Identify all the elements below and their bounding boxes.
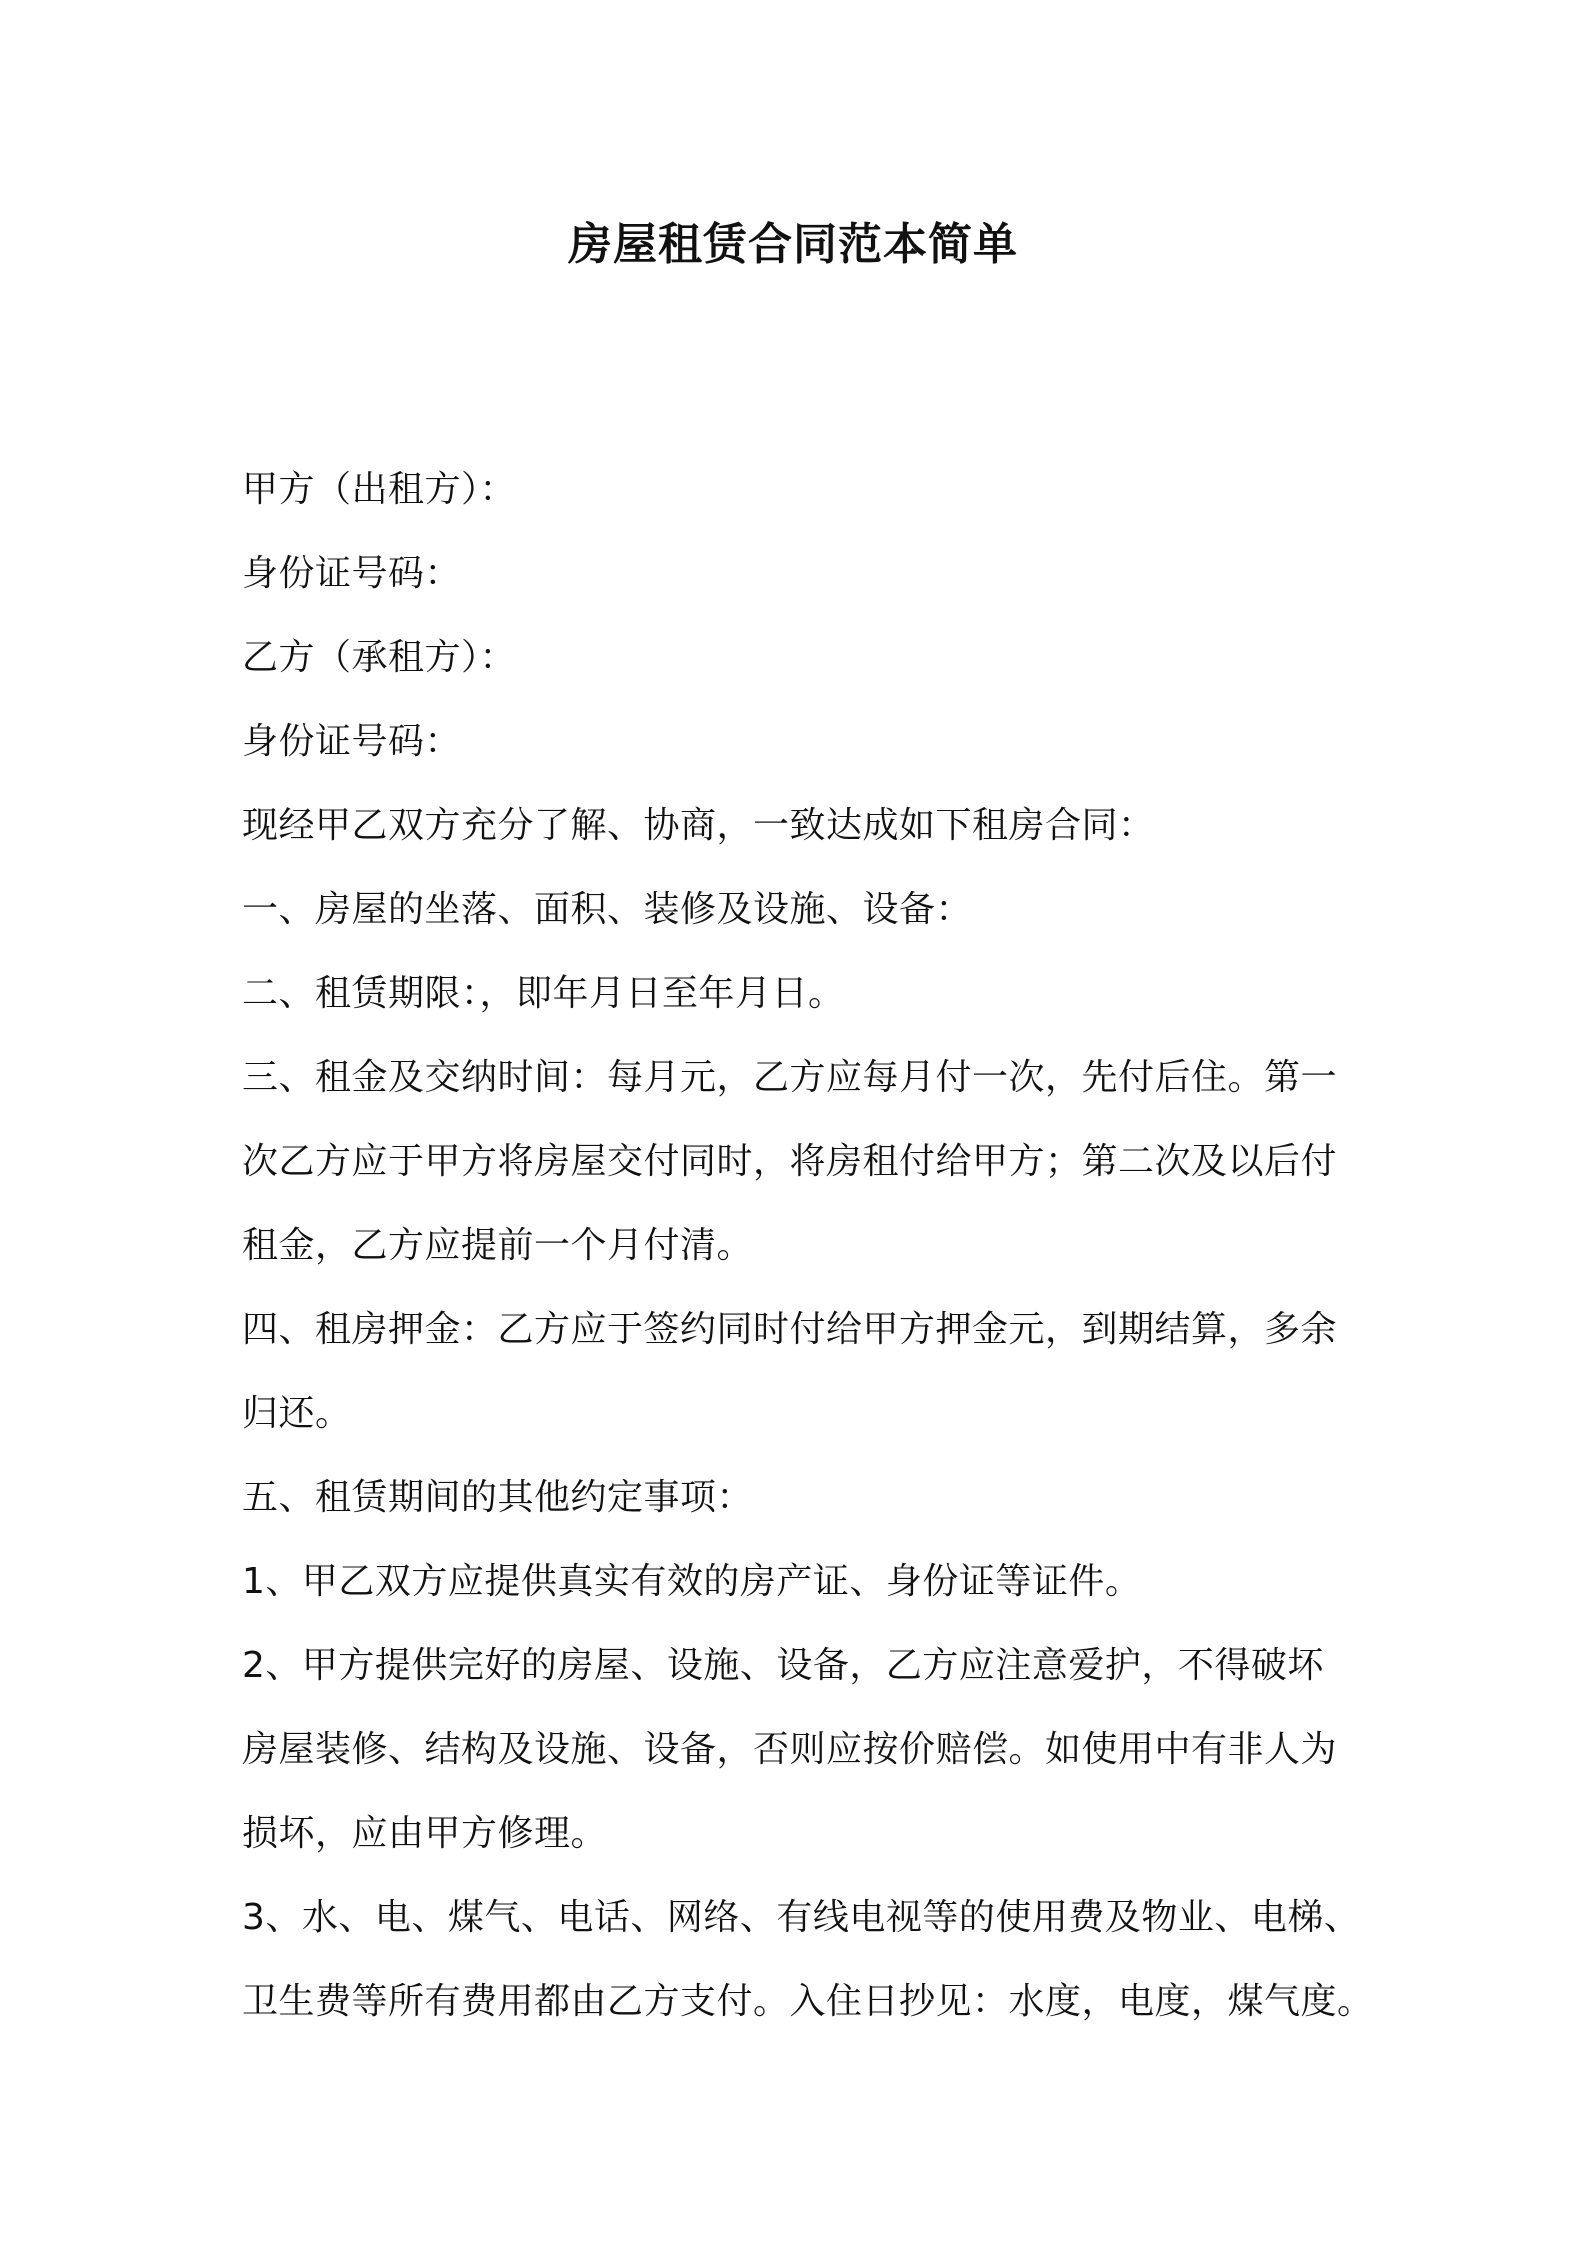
sub-clause-1-line: 1、甲乙双方应提供真实有效的房产证、身份证等证件。: [242, 1561, 1142, 1602]
sub-clause-2-line: 损坏，应由甲方修理。: [242, 1813, 608, 1854]
clause-5-line: 五、租赁期间的其他约定事项：: [242, 1477, 754, 1518]
document-body: [242, 448, 1374, 2044]
document-title: 房屋租赁合同范本简单: [568, 219, 1018, 270]
clause-4-line: 归还。: [242, 1393, 352, 1434]
clause-3-line: 三、租金及交纳时间：每月元，乙方应每月付一次，先付后住。第一: [242, 1057, 1338, 1098]
clause-3-line: 次乙方应于甲方将房屋交付同时，将房租付给甲方；第二次及以后付: [242, 1141, 1338, 1182]
clause-3-line: 租金，乙方应提前一个月付清。: [242, 1225, 754, 1266]
sub-clause-2-line: 2、甲方提供完好的房屋、设施、设备，乙方应注意爱护，不得破坏: [242, 1645, 1324, 1686]
party-b-line: 乙方（承租方）：: [242, 637, 517, 678]
sub-clause-3-line: 3、水、电、煤气、电话、网络、有线电视等的使用费及物业、电梯、: [242, 1897, 1361, 1938]
clause-2-line: 二、租赁期限：，即年月日至年月日。: [242, 973, 845, 1014]
sub-clause-3-line: 卫生费等所有费用都由乙方支付。入住日抄见：水度，电度，煤气度。: [242, 1981, 1374, 2022]
party-a-line: 甲方（出租方）：: [242, 469, 517, 510]
agreement-intro-line: 现经甲乙双方充分了解、协商，一致达成如下租房合同：: [242, 805, 1155, 846]
party-a-id-line: 身份证号码：: [242, 553, 462, 594]
clause-1-line: 一、房屋的坐落、面积、装修及设施、设备：: [242, 889, 973, 930]
clause-4-line: 四、租房押金：乙方应于签约同时付给甲方押金元，到期结算，多余: [242, 1309, 1338, 1350]
sub-clause-2-line: 房屋装修、结构及设施、设备，否则应按价赔偿。如使用中有非人为: [242, 1729, 1338, 1770]
party-b-id-line: 身份证号码：: [242, 721, 462, 762]
